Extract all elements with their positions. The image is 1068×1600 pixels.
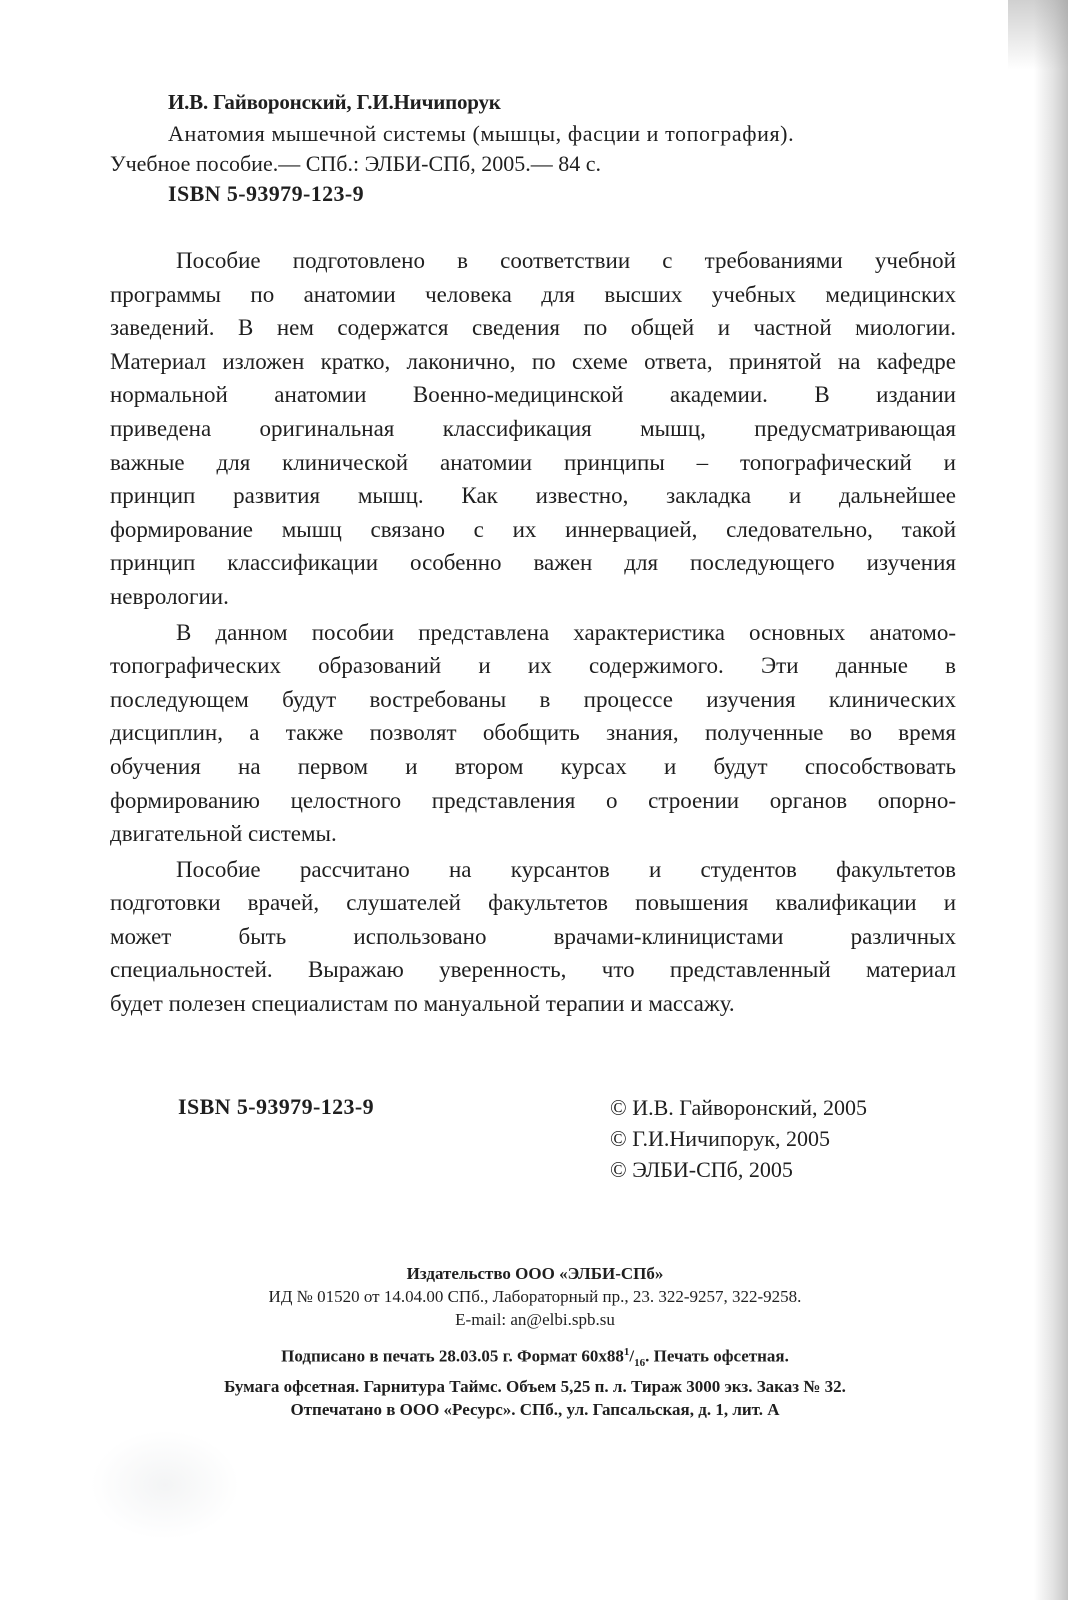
abstract-line: Материал изложен кратко, лаконично, по схеме ответа, принятой на кафедре (110, 348, 956, 374)
print-signed-line (110, 1341, 960, 1375)
format-numerator: 1 (623, 1346, 630, 1358)
copyright-line: © И.В. Гайворонский, 2005 (610, 1095, 867, 1120)
abstract-line: приведена оригинальная классификация мышц, предусматривающая (110, 415, 956, 441)
abstract-line: формированию целостного представления о строении органов опорно- (110, 787, 956, 813)
publisher-email: E-mail: an@elbi.spb.su (455, 1310, 615, 1329)
scan-artifact (90, 1430, 240, 1540)
abstract-line: Пособие рассчитано на курсантов и студентов факультетов (176, 856, 956, 882)
format-slash: / (629, 1346, 635, 1366)
abstract-line: программы по анатомии человека для высших учебных медицинских (110, 281, 956, 307)
abstract-line: важные для клинической анатомии принципы – топографический и (110, 449, 956, 475)
abstract-line: подготовки врачей, слушателей факультетов повышения квалификации и (110, 890, 956, 916)
publisher-name: Издательство ООО «ЭЛБИ-СПб» (406, 1264, 664, 1283)
page-edge-shadow (1034, 0, 1068, 1600)
abstract-line: формирование мышц связано с их иннервацией, следовательно, такой (110, 516, 956, 542)
abstract-paragraph (110, 616, 956, 851)
page-corner-shadow (1008, 0, 1068, 70)
abstract-line: может быть использовано врачами-клиницистами различных (110, 923, 956, 949)
isbn-header: ISBN 5-93979-123-9 (168, 181, 365, 206)
abstract-line: принцип развития мышц. Как известно, закладка и дальнейшее (110, 483, 956, 509)
copyright-line: © ЭЛБИ-СПб, 2005 (610, 1157, 793, 1182)
abstract-line: специальностей. Выражаю уверенность, что представленный материал (110, 957, 956, 983)
format-denominator: 16 (634, 1357, 646, 1370)
abstract-line: последующем будут востребованы в процессе изучения клинических (110, 686, 956, 712)
copyright-line: © Г.И.Ничипорук, 2005 (610, 1126, 831, 1151)
isbn-footer: ISBN 5-93979-123-9 (178, 1094, 375, 1119)
printed-by: Отпечатано в ООО «Ресурс». СПб., ул. Гапсальская, д. 1, лит. А (290, 1400, 780, 1420)
abstract-line: топографических образований и их содержимого. Эти данные в (110, 653, 956, 679)
abstract-line: нормальной анатомии Военно-медицинской академии. В издании (110, 382, 956, 408)
publication-info: Учебное пособие.— СПб.: ЭЛБИ-СПб, 2005.— 84 с. (110, 151, 602, 176)
abstract-line: неврологии. (110, 583, 229, 609)
print-signed-text: Подписано в печать 28.03.05 г. Формат 60х88 (281, 1346, 624, 1366)
abstract-line: двигательной системы. (110, 821, 337, 847)
authors: И.В. Гайворонский, Г.И.Ничипорук (168, 90, 501, 114)
copyright-block (610, 1092, 867, 1185)
imprint-block (110, 1262, 960, 1421)
book-title: Анатомия мышечной системы (мышцы, фасции и топография). (168, 121, 795, 146)
print-type: . Печать офсетная. (645, 1346, 789, 1366)
abstract-line: заведений. В нем содержатся сведения по общей и частной миологии. (110, 315, 956, 341)
abstract-paragraph (110, 853, 956, 1021)
abstract-line: дисциплин, а также позволят обобщить знания, полученные во время (110, 720, 956, 746)
abstract-line: В данном пособии представлена характеристика основных анатомо- (176, 619, 956, 645)
publisher-license: ИД № 01520 от 14.04.00 СПб., Лабораторный пр., 23. 322-9257, 322-9258. (268, 1287, 802, 1306)
abstract-line: будет полезен специалистам по мануальной терапии и массажу. (110, 991, 735, 1017)
paper-info: Бумага офсетная. Гарнитура Таймс. Объем 5,25 п. л. Тираж 3000 экз. Заказ № 32. (224, 1377, 846, 1397)
abstract-paragraph (110, 244, 956, 614)
abstract-line: обучения на первом и втором курсах и будут способствовать (110, 753, 956, 779)
abstract-line: принцип классификации особенно важен для последующего изучения (110, 550, 956, 576)
bibliographic-header (110, 90, 960, 207)
abstract-line: Пособие подготовлено в соответствии с требованиями учебной (176, 248, 956, 273)
abstract-text (110, 244, 956, 1021)
